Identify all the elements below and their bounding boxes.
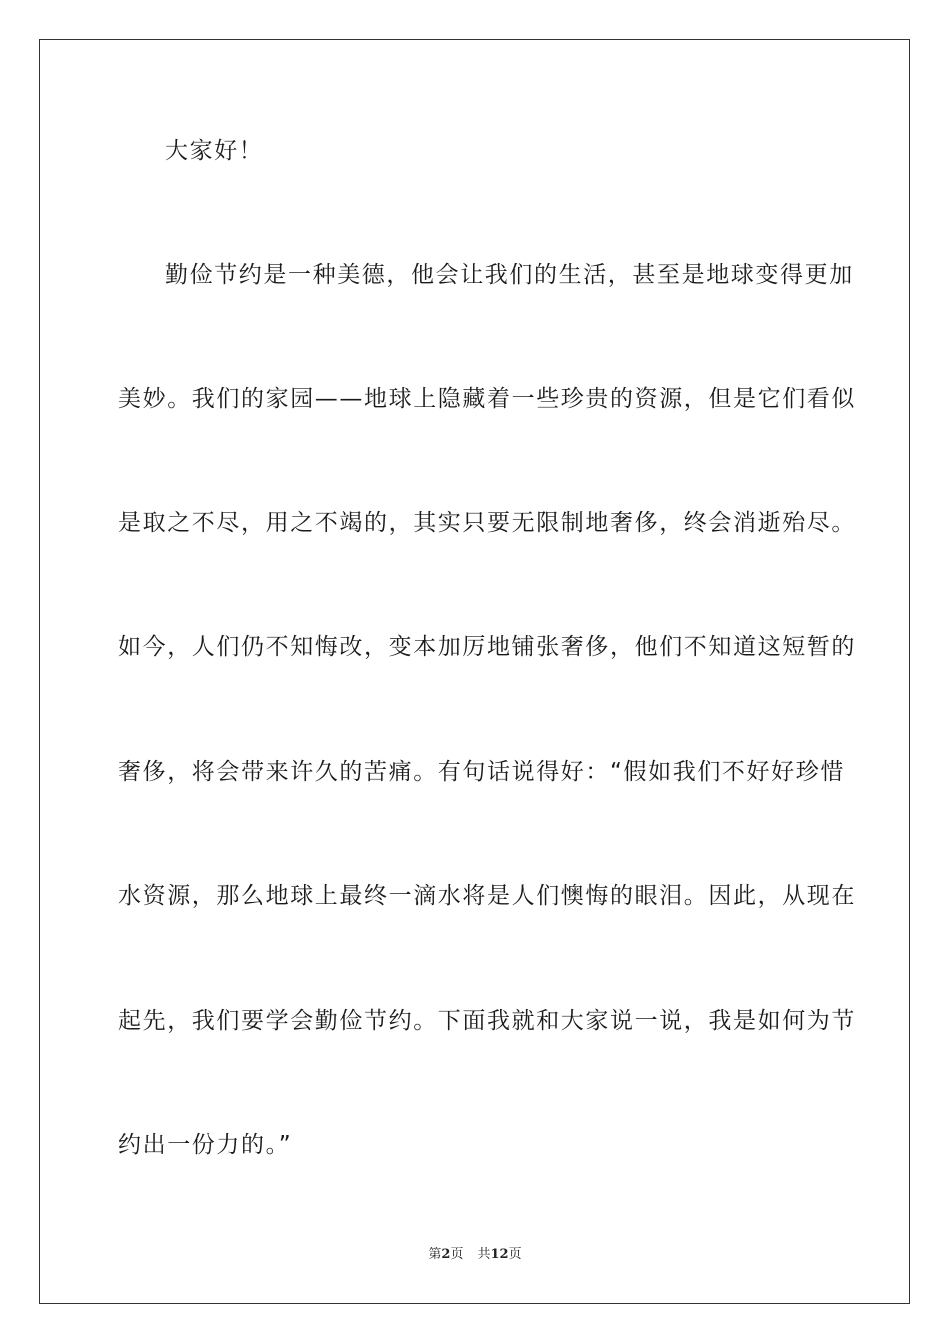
body-line-7: 起先，我们要学会勤俭节约。下面我就和大家说一说，我是如何为节: [118, 1008, 856, 1034]
body-line-6: 水资源，那么地球上最终一滴水将是人们懊悔的眼泪。因此，从现在: [118, 883, 856, 909]
total-prefix: 共: [477, 1247, 491, 1262]
total-suffix: 页: [508, 1247, 522, 1262]
body-line-1: 勤俭节约是一种美德，他会让我们的生活，甚至是地球变得更加: [165, 262, 854, 288]
body-line-2: 美妙。我们的家园——地球上隐藏着一些珍贵的资源，但是它们看似: [118, 386, 856, 412]
body-line-3: 是取之不尽，用之不竭的，其实只要无限制地奢侈，终会消逝殆尽。: [118, 510, 856, 536]
greeting-line: 大家好！: [165, 138, 264, 164]
body-line-4: 如今，人们仍不知悔改，变本加厉地铺张奢侈，他们不知道这短暂的: [118, 634, 856, 660]
body-line-8: 约出一份力的。”: [118, 1132, 293, 1158]
body-line-5: 奢侈，将会带来许久的苦痛。有句话说得好：“假如我们不好好珍惜: [118, 759, 845, 785]
page-number: 2: [441, 1247, 451, 1262]
page-footer: [0, 1246, 950, 1264]
page-suffix: 页: [450, 1247, 464, 1262]
total-pages: 12: [490, 1247, 509, 1262]
page-border: [39, 39, 910, 1304]
page-prefix: 第: [428, 1247, 442, 1262]
